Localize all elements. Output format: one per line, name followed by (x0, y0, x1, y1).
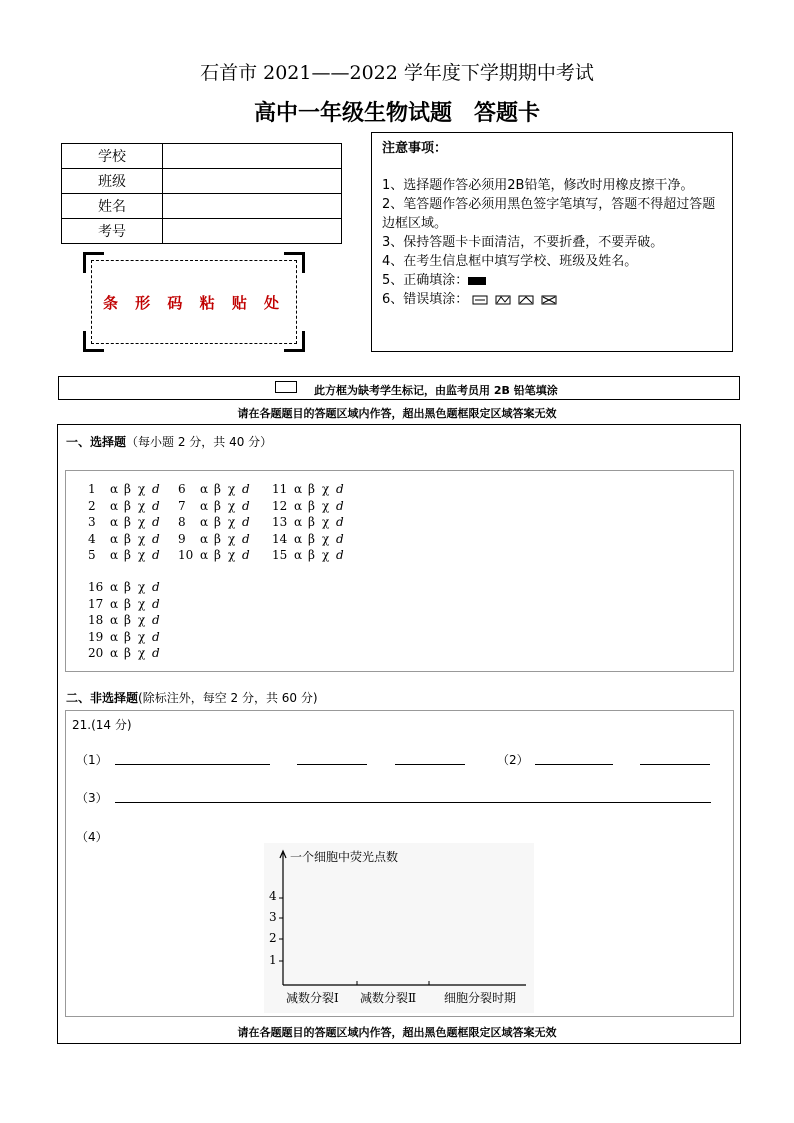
exam-number-field[interactable] (163, 219, 342, 244)
choice-option-bubble[interactable]: α (110, 580, 119, 594)
notice-item: 2、笔答题作答必须用黑色签字笔填写，答题不得超过答题边框区域。 (382, 197, 716, 231)
choice-question (88, 613, 166, 627)
notice-title: 注意事项： (382, 141, 448, 156)
choice-option-bubble[interactable]: χ (228, 515, 236, 529)
graph-axes (264, 843, 534, 1013)
choice-option-bubble[interactable]: d (152, 515, 160, 529)
choice-option-bubble[interactable]: β (124, 629, 131, 644)
choice-option-bubble[interactable]: d (242, 498, 250, 513)
question-number: 1 (88, 482, 96, 496)
choice-option-bubble[interactable]: d (152, 596, 160, 611)
choice-question (272, 515, 350, 529)
class-label: 班级 (62, 169, 163, 194)
choice-option-bubble[interactable]: χ (322, 531, 330, 546)
x-axis-title: 细胞分裂时期 (444, 991, 517, 1005)
section2-heading (66, 689, 318, 706)
y-tick-label: 1 (269, 953, 277, 967)
choice-option-bubble[interactable]: α (294, 548, 303, 562)
answer-line[interactable] (395, 764, 465, 765)
choice-option-bubble[interactable]: χ (138, 515, 146, 529)
question-number: 16 (88, 580, 104, 594)
choice-question (88, 532, 166, 546)
choice-option-bubble[interactable]: d (336, 531, 344, 546)
choice-option-bubble[interactable]: β (308, 482, 315, 496)
choice-option-bubble[interactable]: χ (228, 498, 236, 513)
choice-option-bubble[interactable]: d (336, 498, 344, 513)
notice-item-text: 5、正确填涂： (382, 273, 469, 288)
choice-option-bubble[interactable]: d (152, 548, 160, 562)
answer-line[interactable] (115, 764, 270, 765)
notice-item: 3、保持答题卡卡面清洁，不要折叠，不要弄破。 (382, 235, 664, 250)
choice-question (88, 548, 166, 562)
notice-item-text: 6、错误填涂： (382, 292, 469, 307)
choice-question (178, 482, 256, 496)
q21-header: 21.(14 分) (72, 718, 132, 732)
section1-heading (66, 433, 272, 450)
choice-option-bubble[interactable]: β (214, 531, 221, 546)
name-field[interactable] (163, 194, 342, 219)
question-number: 11 (272, 482, 288, 496)
choice-option-bubble[interactable]: β (308, 531, 315, 546)
choice-option-bubble[interactable]: β (124, 580, 131, 594)
barcode-area (83, 252, 305, 352)
notice-item: 4、在考生信息框中填写学校、班级及姓名。 (382, 254, 638, 269)
answer-line[interactable] (640, 764, 710, 765)
y-tick-label: 4 (269, 889, 277, 903)
choice-option-bubble[interactable]: α (200, 498, 209, 513)
choice-option-bubble[interactable]: d (336, 515, 344, 529)
choice-option-bubble[interactable]: α (110, 629, 119, 644)
answer-line[interactable] (115, 802, 711, 803)
choice-option-bubble[interactable]: χ (138, 498, 146, 513)
question-number: 3 (88, 515, 96, 529)
q21-part1-label: （1） (76, 753, 108, 767)
wrong-marks-icon (472, 294, 562, 306)
choice-option-bubble[interactable]: d (152, 580, 160, 594)
choice-option-bubble[interactable]: α (110, 596, 119, 611)
x-label-meiosis1: 减数分裂Ⅰ (286, 991, 339, 1005)
choice-option-bubble[interactable]: α (200, 531, 209, 546)
graph-ylabel: 一个细胞中荧光点数 (290, 850, 399, 864)
choice-option-bubble[interactable]: χ (228, 548, 236, 562)
choice-option-bubble[interactable]: d (152, 646, 160, 660)
question-number: 20 (88, 646, 104, 660)
choice-option-bubble[interactable]: β (124, 613, 131, 627)
school-label: 学校 (62, 144, 163, 169)
exam-title: 石首市 2021——2022 学年度下学期期中考试 (200, 62, 594, 84)
choice-option-bubble[interactable]: α (110, 646, 119, 660)
choice-option-bubble[interactable]: d (336, 482, 344, 496)
question-number: 6 (178, 482, 186, 496)
choice-option-bubble[interactable]: d (152, 531, 160, 546)
choice-option-bubble[interactable]: χ (228, 482, 236, 496)
choice-option-bubble[interactable]: α (294, 482, 303, 496)
choice-question (88, 597, 166, 611)
choice-option-bubble[interactable]: d (242, 548, 250, 562)
bottom-warning: 请在各题题目的答题区域内作答，超出黑色题框限定区域答案无效 (237, 1026, 557, 1039)
choice-option-bubble[interactable]: β (124, 548, 131, 562)
choice-option-bubble[interactable]: β (308, 548, 315, 562)
choice-option-bubble[interactable]: χ (322, 482, 330, 496)
absent-note: 此方框为缺考学生标记，由监考员用 2B 铅笔填涂 (314, 384, 558, 397)
choice-option-bubble[interactable]: α (110, 548, 119, 562)
choice-question (178, 532, 256, 546)
choice-option-bubble[interactable]: d (152, 482, 160, 496)
choice-option-bubble[interactable]: β (124, 646, 131, 660)
choice-option-bubble[interactable]: α (110, 482, 119, 496)
q21-part4-label: （4） (76, 830, 108, 844)
question-number: 14 (272, 531, 288, 546)
section1-note: （每小题 2 分，共 40 分） (126, 435, 273, 449)
choice-question (178, 548, 256, 562)
choice-option-bubble[interactable]: d (242, 482, 250, 496)
y-tick-label: 2 (269, 931, 277, 945)
choice-option-bubble[interactable]: χ (322, 548, 330, 562)
choice-option-bubble[interactable]: α (110, 531, 119, 546)
answer-line[interactable] (535, 764, 613, 765)
question-number: 12 (272, 498, 288, 513)
choice-option-bubble[interactable]: α (110, 613, 119, 627)
answer-sheet-title: 高中一年级生物试题 答题卡 (253, 100, 540, 126)
choice-option-bubble[interactable]: α (200, 515, 209, 529)
choice-option-bubble[interactable]: d (242, 531, 250, 546)
barcode-label: 条 形 码 粘 贴 处 (102, 294, 286, 312)
choice-option-bubble[interactable]: d (152, 629, 160, 644)
question-number: 19 (88, 629, 104, 644)
choice-option-bubble[interactable]: β (214, 515, 221, 529)
choice-option-bubble[interactable]: α (110, 498, 119, 513)
q21-part3-label: （3） (76, 791, 108, 805)
choice-question (272, 482, 350, 496)
choice-option-bubble[interactable]: α (200, 482, 209, 496)
x-label-meiosis2: 减数分裂Ⅱ (360, 991, 417, 1005)
notice-item-wrong (382, 290, 722, 309)
choice-question (272, 532, 350, 546)
question-number: 9 (178, 531, 186, 546)
question-number: 2 (88, 498, 96, 513)
class-field[interactable] (163, 169, 342, 194)
choice-option-bubble[interactable]: α (294, 498, 303, 513)
choice-option-bubble[interactable]: β (124, 482, 131, 496)
choice-option-bubble[interactable]: β (214, 498, 221, 513)
choice-option-bubble[interactable]: d (152, 498, 160, 513)
notice-box (371, 132, 733, 352)
question-number: 15 (272, 548, 288, 562)
choice-option-bubble[interactable]: β (214, 482, 221, 496)
question-number: 17 (88, 596, 104, 611)
notice-item-correct (382, 271, 722, 290)
area-warning: 请在各题题目的答题区域内作答，超出黑色题框限定区域答案无效 (237, 407, 557, 420)
section2-title: 二、非选择题 (66, 691, 139, 705)
choice-question (178, 515, 256, 529)
choice-question (88, 515, 166, 529)
student-info-table (61, 143, 342, 244)
choice-option-bubble[interactable]: χ (138, 596, 146, 611)
choice-option-bubble[interactable]: α (294, 531, 303, 546)
choice-question (88, 482, 166, 496)
choice-option-bubble[interactable]: d (152, 613, 160, 627)
choice-option-bubble[interactable]: β (214, 548, 221, 562)
choice-option-bubble[interactable]: χ (138, 580, 146, 594)
choice-option-bubble[interactable]: χ (138, 646, 146, 660)
question-number: 5 (88, 548, 96, 562)
answer-line[interactable] (297, 764, 367, 765)
choice-question (178, 499, 256, 513)
choice-option-bubble[interactable]: χ (228, 531, 236, 546)
choice-option-bubble[interactable]: α (294, 515, 303, 529)
choice-option-bubble[interactable]: β (308, 498, 315, 513)
name-label: 姓名 (62, 194, 163, 219)
choice-option-bubble[interactable]: α (110, 515, 119, 529)
choice-option-bubble[interactable]: d (242, 515, 250, 529)
filled-mark-icon (468, 277, 486, 285)
choice-option-bubble[interactable]: χ (138, 531, 146, 546)
question-number: 4 (88, 531, 96, 546)
absent-checkbox[interactable] (275, 381, 297, 393)
choice-option-bubble[interactable]: χ (322, 515, 330, 529)
choice-option-bubble[interactable]: χ (138, 629, 146, 644)
y-tick-label: 3 (269, 910, 277, 924)
school-field[interactable] (163, 144, 342, 169)
question-number: 8 (178, 515, 186, 529)
exam-number-label: 考号 (62, 219, 163, 244)
choice-option-bubble[interactable]: χ (322, 498, 330, 513)
choice-option-bubble[interactable]: β (124, 498, 131, 513)
choice-option-bubble[interactable]: χ (138, 613, 146, 627)
fluorescence-graph (264, 843, 534, 1013)
choice-question (272, 499, 350, 513)
question-number: 10 (178, 548, 194, 562)
choice-question (88, 630, 166, 644)
choice-option-bubble[interactable]: χ (138, 482, 146, 496)
notice-item: 1、选择题作答必须用2B铅笔，修改时用橡皮擦干净。 (382, 178, 694, 193)
choice-option-bubble[interactable]: β (124, 596, 131, 611)
choice-option-bubble[interactable]: β (124, 531, 131, 546)
absent-mark-bar (58, 376, 740, 400)
choice-question (88, 580, 166, 594)
choice-option-bubble[interactable]: χ (138, 548, 146, 562)
choice-question (272, 548, 350, 562)
choice-option-bubble[interactable]: β (124, 515, 131, 529)
choice-question (88, 646, 166, 660)
choice-option-bubble[interactable]: β (308, 515, 315, 529)
choice-option-bubble[interactable]: α (200, 548, 209, 562)
choice-question (88, 499, 166, 513)
question-number: 18 (88, 613, 104, 627)
section1-title: 一、选择题 (66, 435, 127, 449)
choice-option-bubble[interactable]: d (336, 548, 344, 562)
section2-note: (除标注外，每空 2 分，共 60 分) (138, 691, 318, 705)
question-number: 7 (178, 498, 186, 513)
question-number: 13 (272, 515, 288, 529)
q21-part2-label: （2） (497, 753, 529, 767)
